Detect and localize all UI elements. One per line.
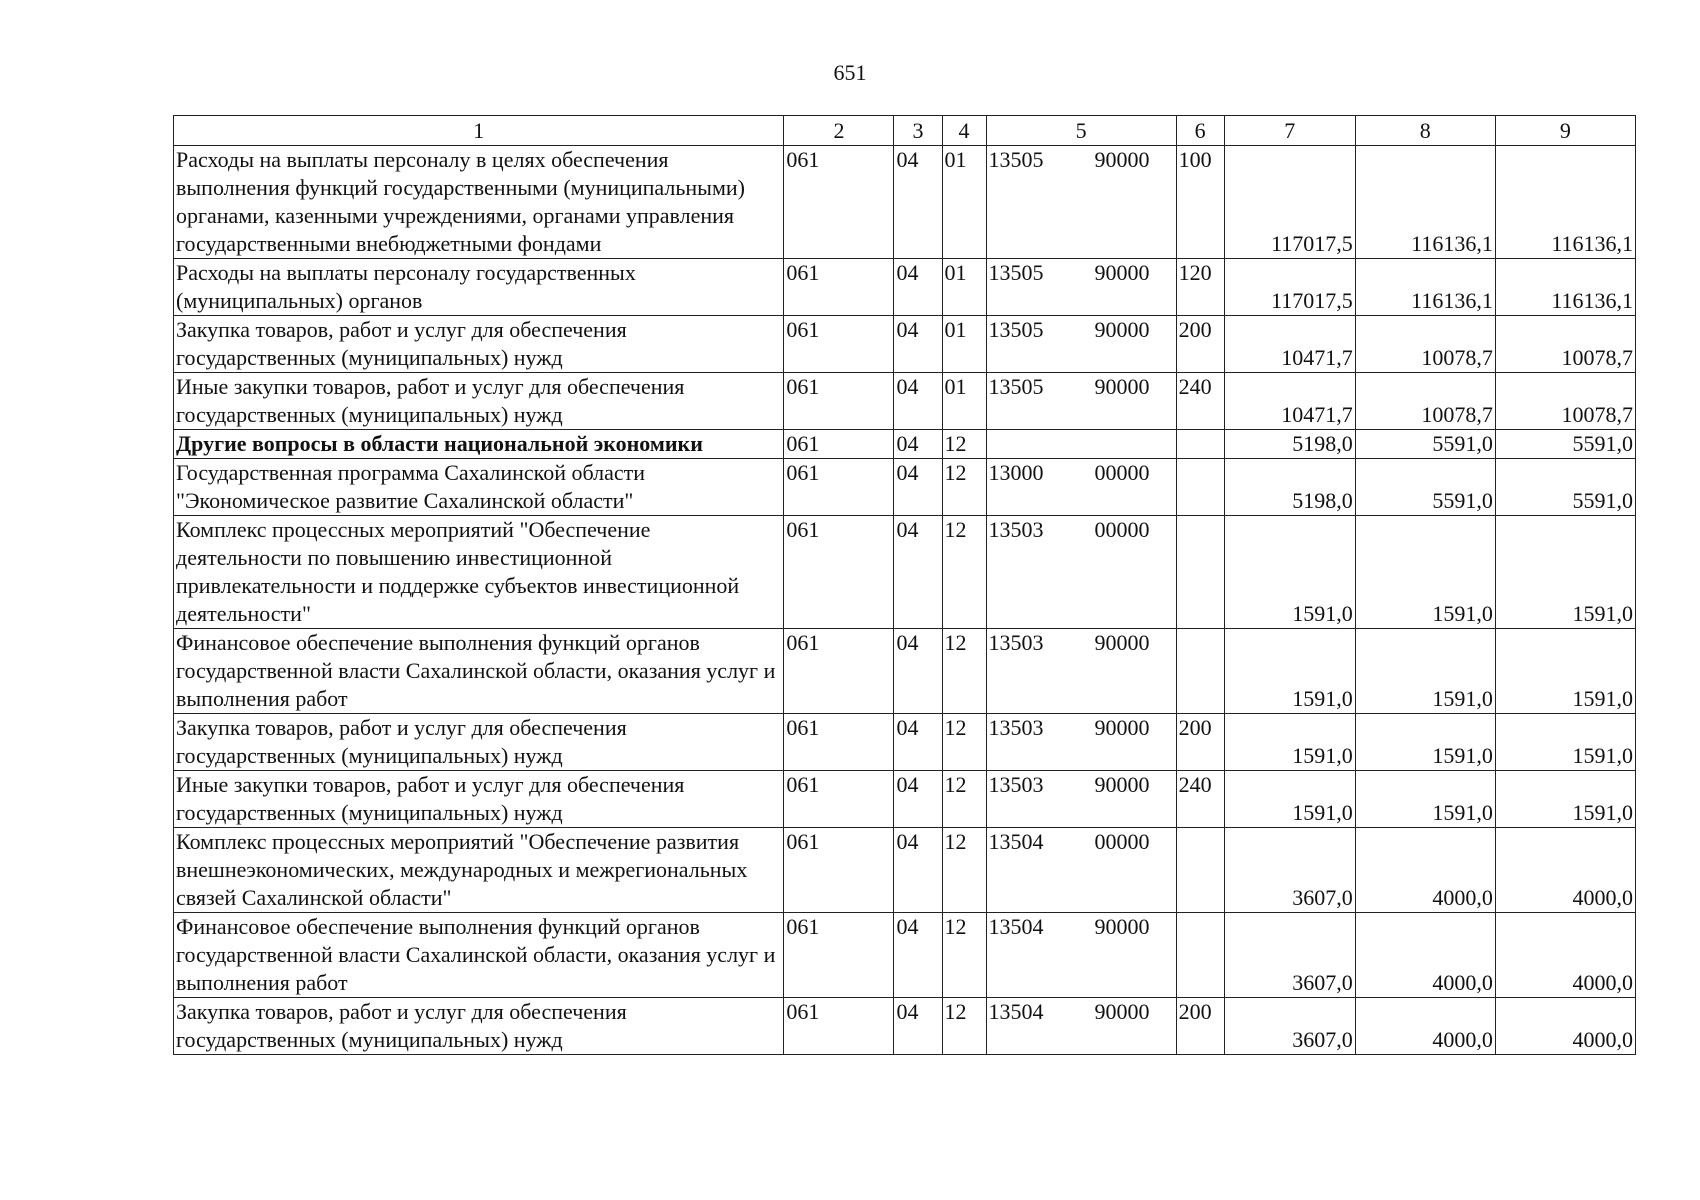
section-cell: 04 (894, 828, 942, 913)
amount-cell-9: 10078,7 (1495, 316, 1635, 373)
section-cell: 04 (894, 430, 942, 459)
description-cell: Закупка товаров, работ и услуг для обеспечения государственных (муниципальных) нужд (174, 316, 784, 373)
expense-type-cell (1176, 516, 1224, 629)
expense-type-cell: 200 (1176, 714, 1224, 771)
target-article-part-1: 13505 (988, 147, 1044, 172)
amount-cell-9: 1591,0 (1495, 714, 1635, 771)
page-number: 651 (833, 60, 867, 85)
subsection-cell: 01 (942, 146, 986, 259)
code-cell: 061 (784, 430, 894, 459)
header-cell: 9 (1495, 116, 1635, 146)
amount-cell-8: 1591,0 (1355, 771, 1495, 828)
description-cell: Комплекс процессных мероприятий "Обеспечение развития внешнеэкономических, международных и межрегиональных связей Сахалинской области" (174, 828, 784, 913)
header-cell: 3 (894, 116, 942, 146)
target-article-part-1: 13505 (988, 260, 1044, 285)
section-cell: 04 (894, 146, 942, 259)
target-article-cell (986, 714, 1176, 771)
subsection-cell: 12 (942, 913, 986, 998)
description-cell: Финансовое обеспечение выполнения функций органов государственной власти Сахалинской области, оказания услуг и выполнения работ (174, 913, 784, 998)
target-article-cell (986, 316, 1176, 373)
code-cell: 061 (784, 998, 894, 1055)
target-article-part-2: 90000 (1094, 914, 1150, 939)
table-row (174, 373, 1636, 430)
table-header-row (174, 116, 1636, 146)
subsection-cell: 12 (942, 516, 986, 629)
target-article-part-1: 13505 (988, 374, 1044, 399)
target-article-part-2: 90000 (1094, 147, 1150, 172)
subsection-cell: 12 (942, 828, 986, 913)
amount-cell-7: 10471,7 (1224, 316, 1355, 373)
subsection-cell: 12 (942, 714, 986, 771)
target-article-cell (986, 459, 1176, 516)
expense-type-cell: 100 (1176, 146, 1224, 259)
expense-type-cell (1176, 459, 1224, 516)
amount-cell-9: 116136,1 (1495, 146, 1635, 259)
subsection-cell: 01 (942, 373, 986, 430)
amount-cell-9: 1591,0 (1495, 771, 1635, 828)
expense-type-cell (1176, 629, 1224, 714)
amount-cell-7: 1591,0 (1224, 771, 1355, 828)
target-article-part-1: 13000 (988, 460, 1044, 485)
table-row (174, 714, 1636, 771)
amount-cell-8: 5591,0 (1355, 430, 1495, 459)
amount-cell-8: 116136,1 (1355, 146, 1495, 259)
subsection-cell: 12 (942, 430, 986, 459)
target-article-cell (986, 373, 1176, 430)
header-cell: 2 (784, 116, 894, 146)
code-cell: 061 (784, 459, 894, 516)
target-article-cell (986, 913, 1176, 998)
amount-cell-7: 3607,0 (1224, 913, 1355, 998)
target-article-part-2: 00000 (1094, 829, 1150, 854)
target-article-cell (986, 516, 1176, 629)
amount-cell-7: 117017,5 (1224, 259, 1355, 316)
amount-cell-7: 3607,0 (1224, 828, 1355, 913)
section-cell: 04 (894, 714, 942, 771)
amount-cell-9: 116136,1 (1495, 259, 1635, 316)
code-cell: 061 (784, 316, 894, 373)
subsection-cell: 12 (942, 459, 986, 516)
expense-type-cell: 120 (1176, 259, 1224, 316)
amount-cell-8: 4000,0 (1355, 828, 1495, 913)
amount-cell-9: 5591,0 (1495, 430, 1635, 459)
expense-type-cell: 240 (1176, 373, 1224, 430)
section-cell: 04 (894, 459, 942, 516)
expense-type-cell: 200 (1176, 998, 1224, 1055)
section-cell: 04 (894, 516, 942, 629)
header-cell: 1 (174, 116, 784, 146)
budget-table (173, 115, 1636, 1055)
amount-cell-9: 4000,0 (1495, 998, 1635, 1055)
target-article-part-1: 13504 (988, 914, 1044, 939)
table-body (174, 146, 1636, 1055)
amount-cell-8: 10078,7 (1355, 316, 1495, 373)
description-cell: Финансовое обеспечение выполнения функций органов государственной власти Сахалинской области, оказания услуг и выполнения работ (174, 629, 784, 714)
section-cell: 04 (894, 629, 942, 714)
target-article-cell (986, 771, 1176, 828)
target-article-part-2: 90000 (1094, 999, 1150, 1024)
target-article-cell (986, 998, 1176, 1055)
code-cell: 061 (784, 146, 894, 259)
amount-cell-8: 1591,0 (1355, 714, 1495, 771)
header-cell: 8 (1355, 116, 1495, 146)
section-cell: 04 (894, 259, 942, 316)
expense-type-cell: 200 (1176, 316, 1224, 373)
target-article-cell (986, 629, 1176, 714)
header-cell: 7 (1224, 116, 1355, 146)
target-article-part-2: 00000 (1094, 517, 1150, 542)
target-article-part-1: 13503 (988, 630, 1044, 655)
section-cell: 04 (894, 316, 942, 373)
target-article-part-2: 90000 (1094, 715, 1150, 740)
target-article-cell (986, 430, 1176, 459)
amount-cell-8: 1591,0 (1355, 516, 1495, 629)
description-cell: Расходы на выплаты персоналу в целях обеспечения выполнения функций государственными (муниципальными) органами, казенными учреждениями, органами управления государственными внебюджетными фондами (174, 146, 784, 259)
table-row (174, 998, 1636, 1055)
expense-type-cell: 240 (1176, 771, 1224, 828)
description-cell: Другие вопросы в области национальной экономики (174, 430, 784, 459)
target-article-part-1: 13504 (988, 829, 1044, 854)
table-row (174, 430, 1636, 459)
header-cell: 6 (1176, 116, 1224, 146)
description-cell: Государственная программа Сахалинской области "Экономическое развитие Сахалинской области" (174, 459, 784, 516)
code-cell: 061 (784, 373, 894, 430)
amount-cell-7: 1591,0 (1224, 629, 1355, 714)
description-cell: Расходы на выплаты персоналу государственных (муниципальных) органов (174, 259, 784, 316)
section-cell: 04 (894, 998, 942, 1055)
target-article-cell (986, 259, 1176, 316)
table-row (174, 316, 1636, 373)
table-row (174, 259, 1636, 316)
amount-cell-9: 5591,0 (1495, 459, 1635, 516)
amount-cell-8: 10078,7 (1355, 373, 1495, 430)
target-article-part-2: 90000 (1094, 630, 1150, 655)
section-cell: 04 (894, 771, 942, 828)
table-row (174, 828, 1636, 913)
subsection-cell: 01 (942, 259, 986, 316)
table-row (174, 516, 1636, 629)
target-article-cell (986, 146, 1176, 259)
subsection-cell: 01 (942, 316, 986, 373)
expense-type-cell (1176, 913, 1224, 998)
description-cell: Иные закупки товаров, работ и услуг для обеспечения государственных (муниципальных) нужд (174, 771, 784, 828)
target-article-part-2: 00000 (1094, 460, 1150, 485)
table-row (174, 459, 1636, 516)
amount-cell-8: 1591,0 (1355, 629, 1495, 714)
target-article-part-2: 90000 (1094, 374, 1150, 399)
amount-cell-9: 4000,0 (1495, 913, 1635, 998)
description-cell: Иные закупки товаров, работ и услуг для обеспечения государственных (муниципальных) нужд (174, 373, 784, 430)
description-cell: Закупка товаров, работ и услуг для обеспечения государственных (муниципальных) нужд (174, 714, 784, 771)
amount-cell-9: 1591,0 (1495, 629, 1635, 714)
target-article-part-1: 13504 (988, 999, 1044, 1024)
code-cell: 061 (784, 516, 894, 629)
description-cell: Закупка товаров, работ и услуг для обеспечения государственных (муниципальных) нужд (174, 998, 784, 1055)
amount-cell-7: 1591,0 (1224, 714, 1355, 771)
section-cell: 04 (894, 373, 942, 430)
amount-cell-8: 5591,0 (1355, 459, 1495, 516)
subsection-cell: 12 (942, 998, 986, 1055)
amount-cell-7: 3607,0 (1224, 998, 1355, 1055)
target-article-part-1: 13503 (988, 715, 1044, 740)
code-cell: 061 (784, 629, 894, 714)
amount-cell-8: 4000,0 (1355, 998, 1495, 1055)
target-article-cell (986, 828, 1176, 913)
header-cell: 4 (942, 116, 986, 146)
amount-cell-7: 117017,5 (1224, 146, 1355, 259)
header-cell: 5 (986, 116, 1176, 146)
amount-cell-7: 10471,7 (1224, 373, 1355, 430)
amount-cell-8: 4000,0 (1355, 913, 1495, 998)
table-row (174, 771, 1636, 828)
target-article-part-1: 13503 (988, 517, 1044, 542)
expense-type-cell (1176, 430, 1224, 459)
target-article-part-2: 90000 (1094, 317, 1150, 342)
table-row (174, 629, 1636, 714)
target-article-part-1: 13505 (988, 317, 1044, 342)
amount-cell-7: 5198,0 (1224, 430, 1355, 459)
expense-type-cell (1176, 828, 1224, 913)
code-cell: 061 (784, 771, 894, 828)
amount-cell-9: 4000,0 (1495, 828, 1635, 913)
amount-cell-8: 116136,1 (1355, 259, 1495, 316)
target-article-part-1: 13503 (988, 772, 1044, 797)
code-cell: 061 (784, 913, 894, 998)
table-row (174, 146, 1636, 259)
table-row (174, 913, 1636, 998)
target-article-part-2: 90000 (1094, 260, 1150, 285)
subsection-cell: 12 (942, 629, 986, 714)
code-cell: 061 (784, 828, 894, 913)
section-cell: 04 (894, 913, 942, 998)
code-cell: 061 (784, 714, 894, 771)
code-cell: 061 (784, 259, 894, 316)
amount-cell-9: 10078,7 (1495, 373, 1635, 430)
subsection-cell: 12 (942, 771, 986, 828)
amount-cell-7: 1591,0 (1224, 516, 1355, 629)
target-article-part-2: 90000 (1094, 772, 1150, 797)
amount-cell-9: 1591,0 (1495, 516, 1635, 629)
amount-cell-7: 5198,0 (1224, 459, 1355, 516)
description-cell: Комплекс процессных мероприятий "Обеспечение деятельности по повышению инвестиционной привлекательности и поддержке субъектов инвестиционной деятельности" (174, 516, 784, 629)
